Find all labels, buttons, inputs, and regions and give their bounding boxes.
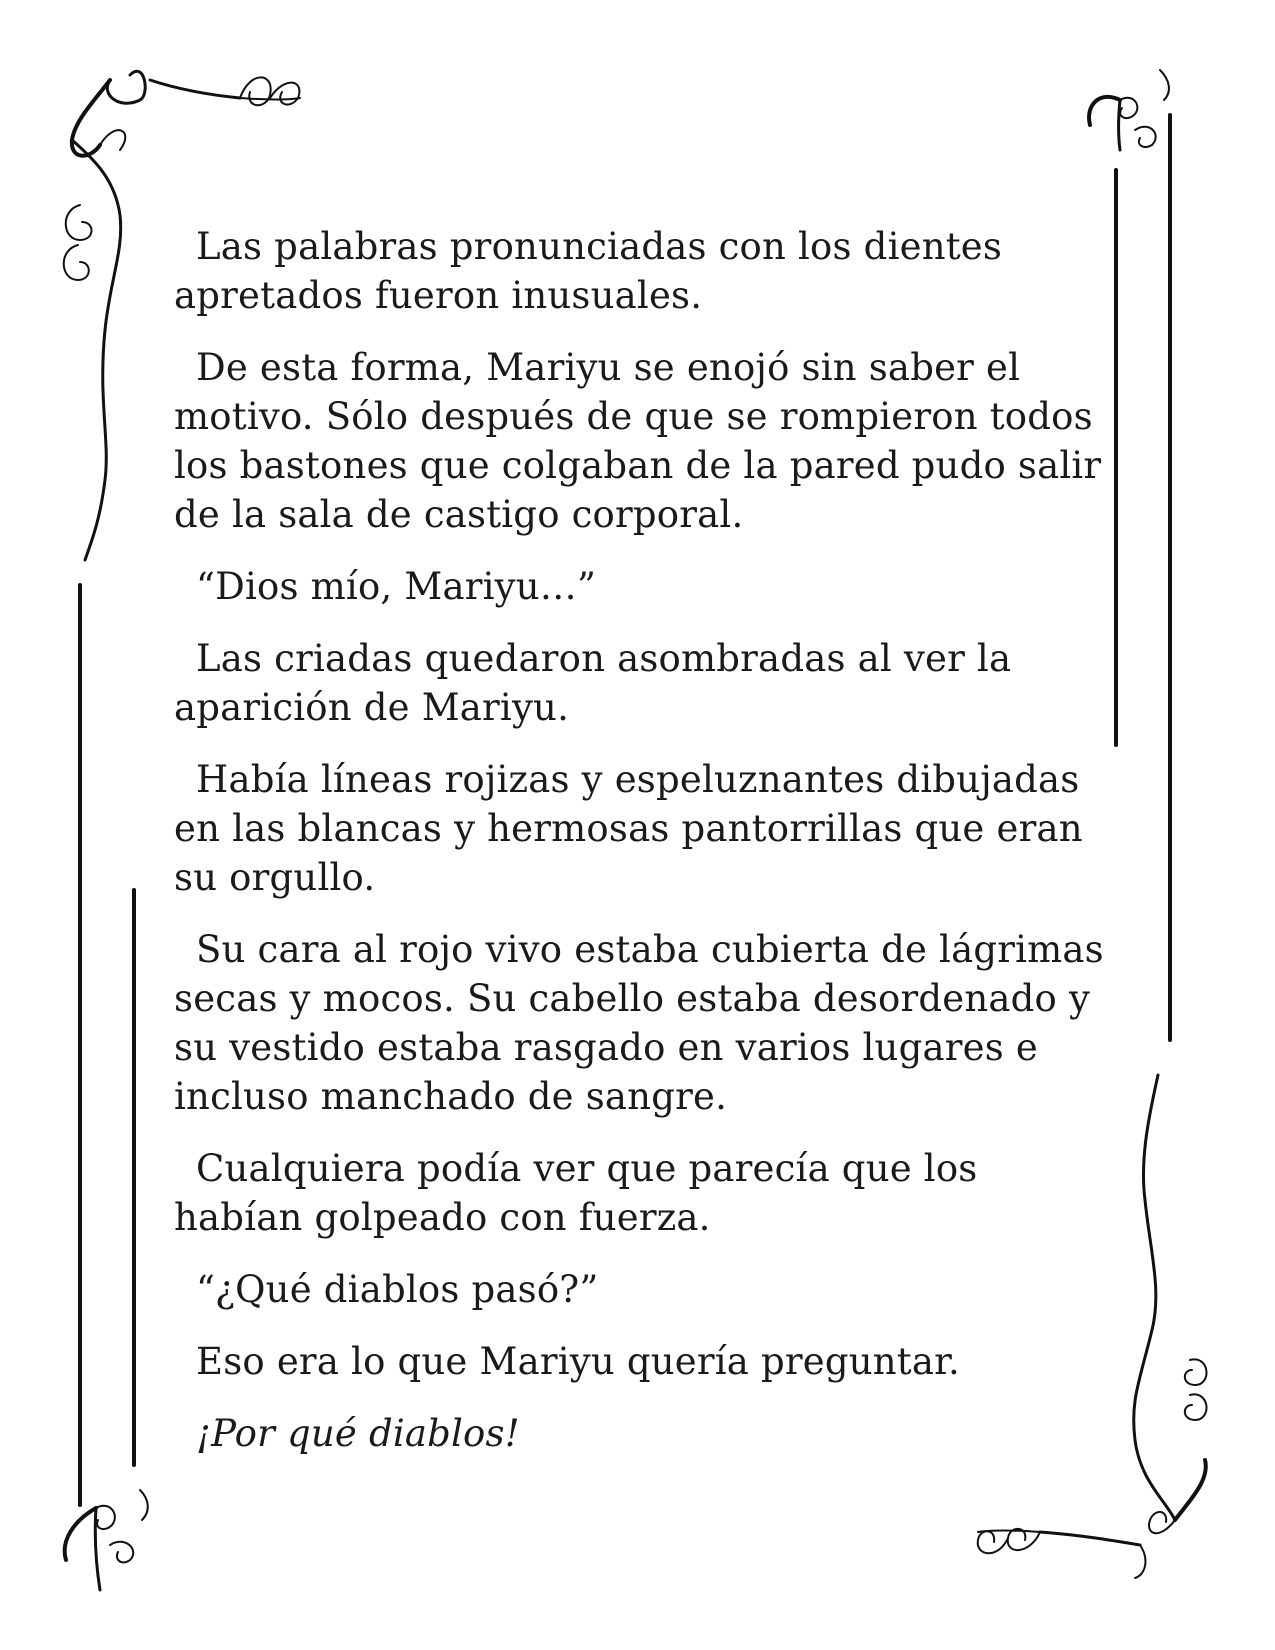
bottom-left-flourish: [65, 1490, 148, 1590]
paragraph-2: De esta forma, Mariyu se enojó sin saber el motivo. Sólo después de que se rompieron todos los bastones que colgaban de la pared pudo salir de la sala de castigo corporal.: [174, 346, 1102, 536]
paragraph-3: “Dios mío, Mariyu…”: [196, 565, 597, 608]
paragraph-10: ¡Por qué diablos!: [196, 1412, 520, 1455]
paragraph-1: Las palabras pronunciadas con los dientes apretados fueron inusuales.: [174, 225, 1003, 317]
paragraph-6: Su cara al rojo vivo estaba cubierta de lágrimas secas y mocos. Su cabello estaba desordenado y su vestido estaba rasgado en varios lugares e incluso manchado de sangre.: [174, 928, 1104, 1118]
top-right-flourish: [1089, 70, 1169, 150]
page-text: [174, 222, 1104, 1481]
paragraph-9: Eso era lo que Mariyu quería preguntar.: [196, 1340, 960, 1383]
paragraph-8: “¿Qué diablos pasó?”: [196, 1268, 599, 1311]
paragraph-5: Había líneas rojizas y espeluznantes dibujadas en las blancas y hermosas pantorrillas que eran su orgullo.: [174, 758, 1083, 899]
paragraph-4: Las criadas quedaron asombradas al ver la aparición de Mariyu.: [174, 637, 1012, 729]
paragraph-7: Cualquiera podía ver que parecía que los habían golpeado con fuerza.: [174, 1147, 978, 1239]
